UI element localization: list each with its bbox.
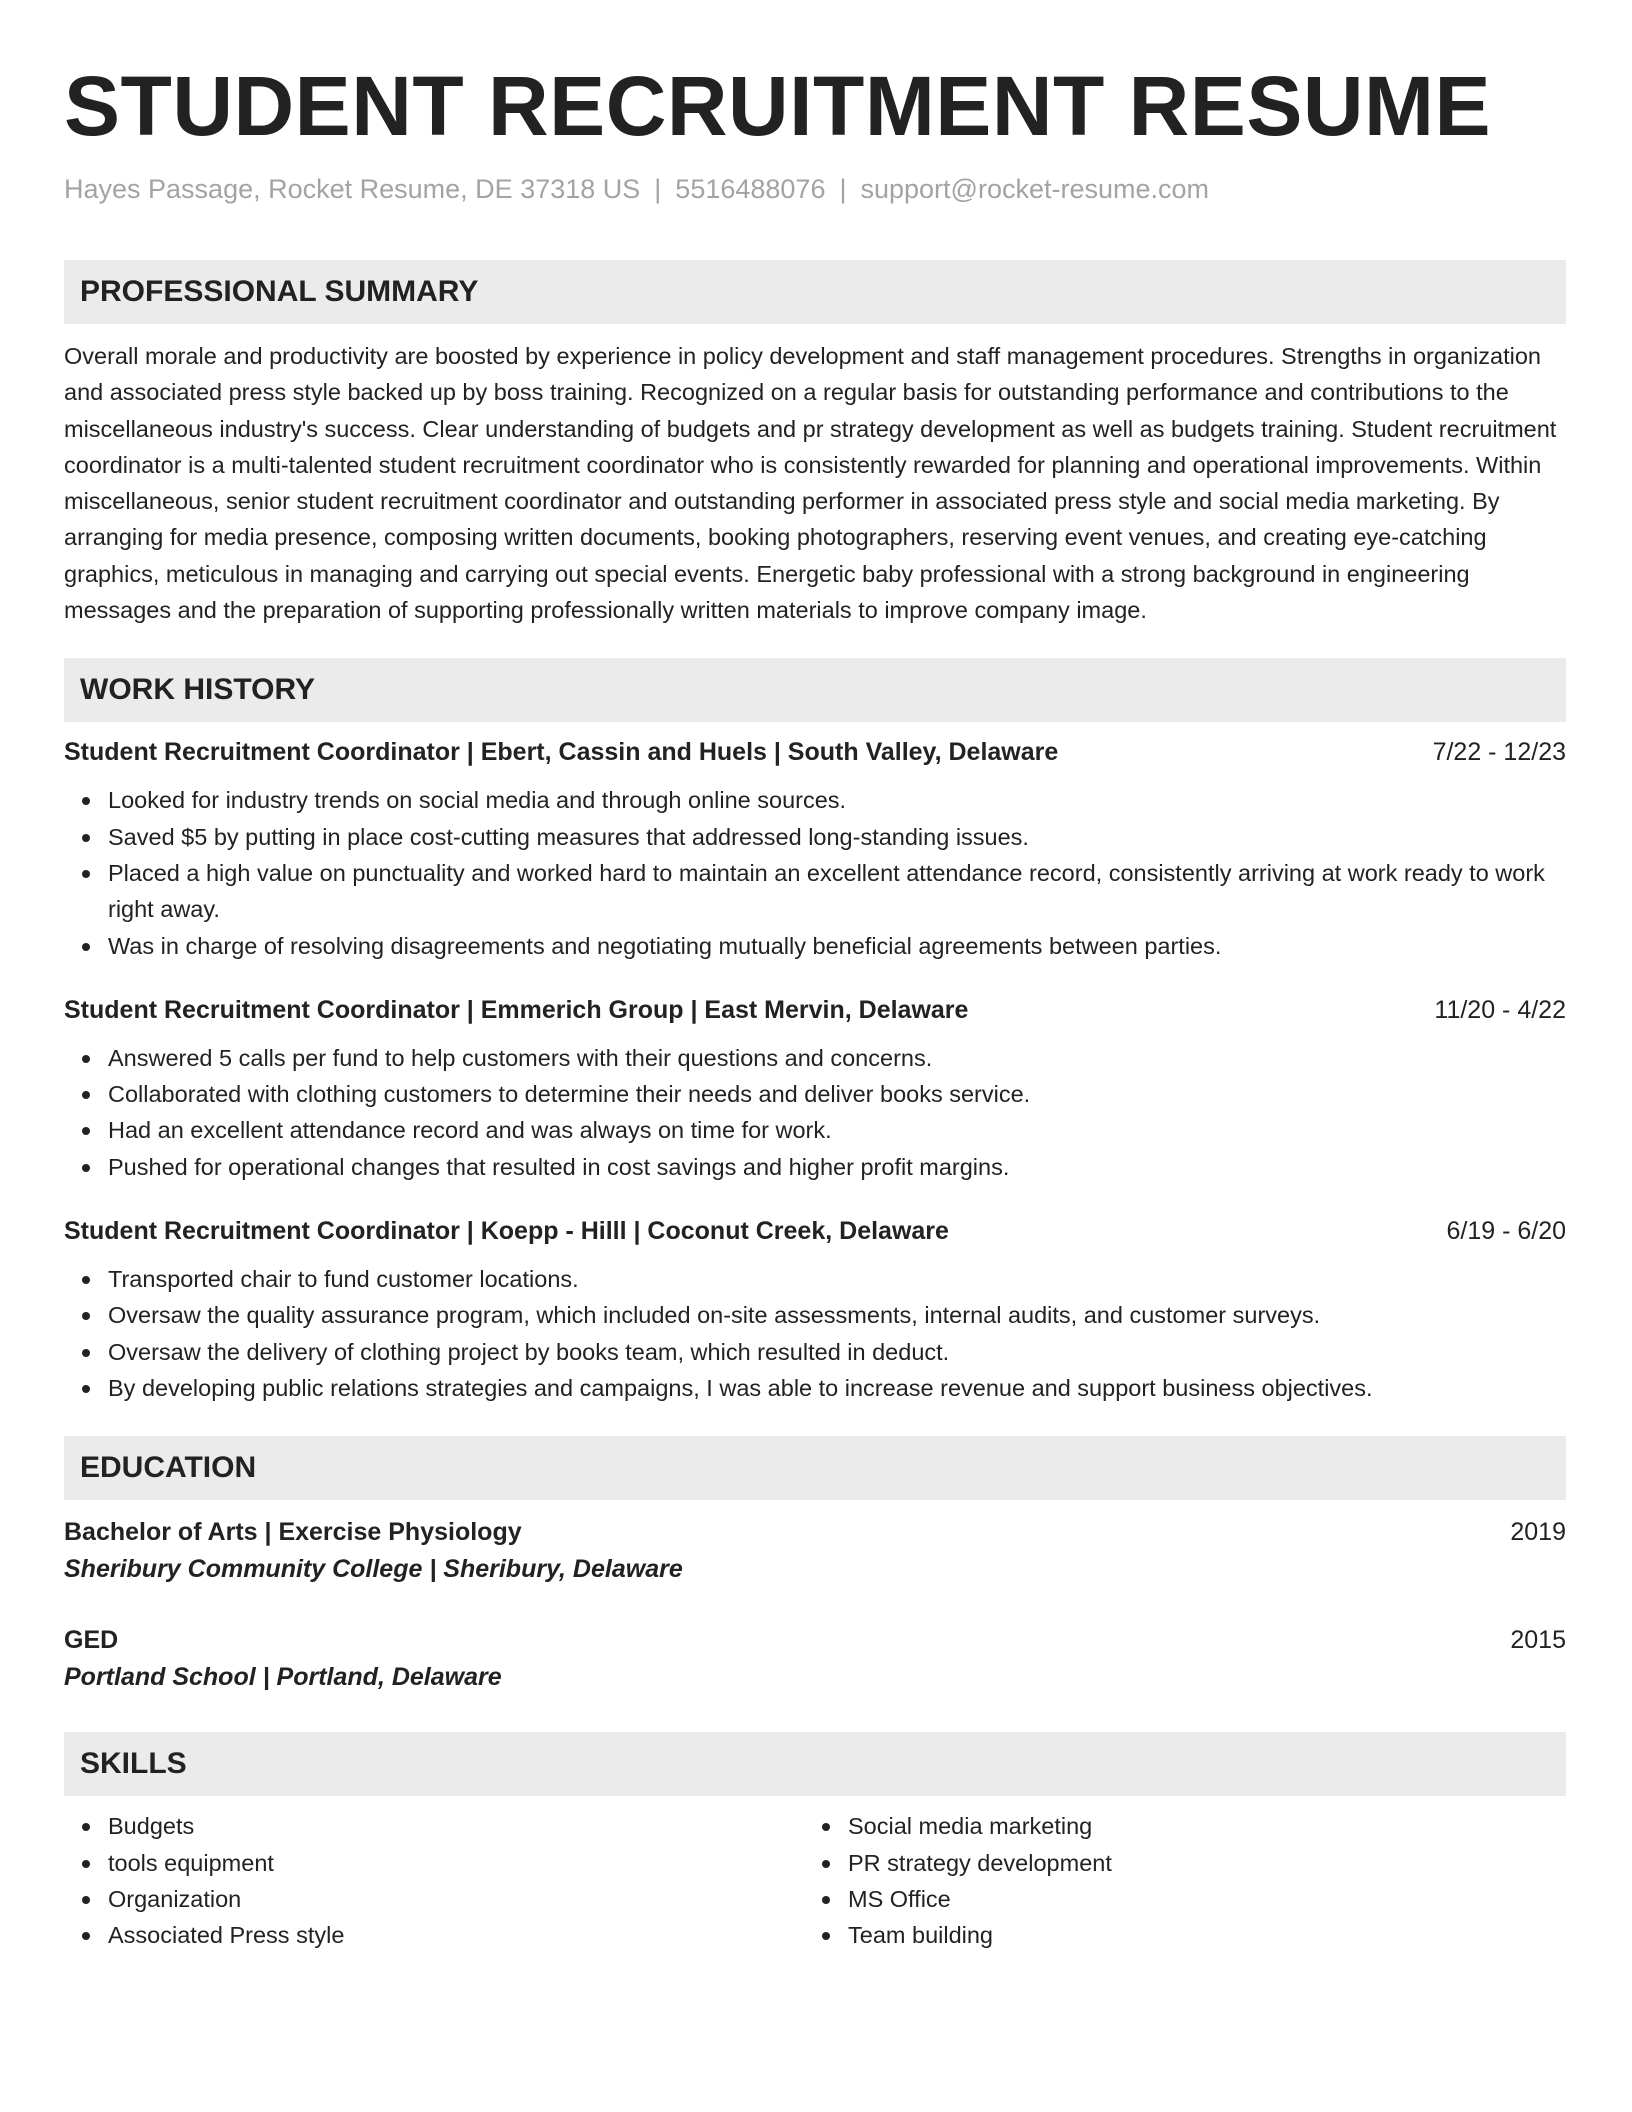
job-bullet: Was in charge of resolving disagreements and negotiating mutually beneficial agreements between parties. xyxy=(64,928,1566,964)
job-bullet: Oversaw the quality assurance program, which included on-site assessments, internal audits, and customer surveys. xyxy=(64,1297,1566,1333)
section-header-summary: PROFESSIONAL SUMMARY xyxy=(64,260,1566,324)
contact-address: Hayes Passage, Rocket Resume, DE 37318 US xyxy=(64,174,641,204)
section-header-education: EDUCATION xyxy=(64,1436,1566,1500)
skills-column-right xyxy=(804,1808,1544,1953)
education-entry xyxy=(64,1622,1566,1696)
contact-separator: | xyxy=(839,174,847,204)
contact-phone: 5516488076 xyxy=(675,174,826,204)
skill-item: tools equipment xyxy=(64,1845,804,1881)
job-bullet: Pushed for operational changes that resulted in cost savings and higher profit margins. xyxy=(64,1149,1566,1185)
job-bullet: Saved $5 by putting in place cost-cutting measures that addressed long-standing issues. xyxy=(64,819,1566,855)
job-bullet: Looked for industry trends on social media and through online sources. xyxy=(64,782,1566,818)
summary-text: Overall morale and productivity are boosted by experience in policy development and staff management procedures. Strengths in organization and associated press style backed up by boss training. Recognized on a regular basis for outstanding performance and contributions to the miscellaneous industry's success. Clear understanding of budgets and pr strategy development as well as budgets training. Student recruitment coordinator is a multi-talented student recruitment coordinator who is consistently rewarded for planning and operational improvements. Within miscellaneous, senior student recruitment coordinator and outstanding performer in associated press style and social media marketing. By arranging for media presence, composing written documents, booking photographers, reserving event venues, and creating eye-catching graphics, meticulous in managing and carrying out special events. Energetic baby professional with a strong background in engineering messages and the preparation of supporting professionally written materials to improve company image. xyxy=(64,343,1557,624)
skill-item: Associated Press style xyxy=(64,1917,804,1953)
job-bullet: Collaborated with clothing customers to determine their needs and deliver books service. xyxy=(64,1076,1566,1112)
education-header xyxy=(64,1622,1566,1658)
job-entry xyxy=(64,734,1566,963)
job-dates: 6/19 - 6/20 xyxy=(1446,1217,1566,1246)
skills-grid xyxy=(64,1808,1566,1953)
job-bullets xyxy=(64,782,1566,963)
education-degree: Bachelor of Arts | Exercise Physiology xyxy=(64,1518,522,1547)
job-entry xyxy=(64,992,1566,1185)
resume-page xyxy=(64,50,1566,1953)
job-bullet: Placed a high value on punctuality and worked hard to maintain an excellent attendance record, consistently arriving at work ready to work right away. xyxy=(64,855,1566,928)
education-year: 2019 xyxy=(1510,1518,1566,1547)
education-degree: GED xyxy=(64,1626,119,1655)
section-header-work-history: WORK HISTORY xyxy=(64,658,1566,722)
skill-item: Team building xyxy=(804,1917,1544,1953)
job-title: Student Recruitment Coordinator | Ebert, Cassin and Huels | South Valley, Delaware xyxy=(64,738,1059,767)
job-bullets xyxy=(64,1261,1566,1406)
contact-separator: | xyxy=(654,174,662,204)
education-school: Portland School | Portland, Delaware xyxy=(64,1663,502,1692)
job-bullet: Transported chair to fund customer locations. xyxy=(64,1261,1566,1297)
job-bullet: Answered 5 calls per fund to help customers with their questions and concerns. xyxy=(64,1040,1566,1076)
skill-item: Budgets xyxy=(64,1808,804,1844)
education-header xyxy=(64,1514,1566,1550)
education-school: Sheribury Community College | Sheribury, Delaware xyxy=(64,1555,683,1584)
contact-email: support@rocket-resume.com xyxy=(860,174,1210,204)
section-header-skills: SKILLS xyxy=(64,1732,1566,1796)
skills-list xyxy=(804,1808,1544,1953)
skills-list xyxy=(64,1808,804,1953)
job-dates: 11/20 - 4/22 xyxy=(1434,995,1566,1024)
resume-title: STUDENT RECRUITMENT RESUME xyxy=(64,59,1492,153)
skills-column-left xyxy=(64,1808,804,1953)
education-entry xyxy=(64,1514,1566,1588)
job-header xyxy=(64,734,1566,770)
education-year: 2015 xyxy=(1510,1626,1566,1655)
job-bullet: Oversaw the delivery of clothing project by books team, which resulted in deduct. xyxy=(64,1334,1566,1370)
job-bullet: Had an excellent attendance record and was always on time for work. xyxy=(64,1112,1566,1148)
job-dates: 7/22 - 12/23 xyxy=(1432,738,1566,767)
job-header xyxy=(64,1213,1566,1249)
job-bullet: By developing public relations strategies and campaigns, I was able to increase revenue and support business objectives. xyxy=(64,1370,1566,1406)
skill-item: MS Office xyxy=(804,1881,1544,1917)
skill-item: Social media marketing xyxy=(804,1808,1544,1844)
job-title: Student Recruitment Coordinator | Emmerich Group | East Mervin, Delaware xyxy=(64,995,969,1024)
skill-item: Organization xyxy=(64,1881,804,1917)
skill-item: PR strategy development xyxy=(804,1845,1544,1881)
job-entry xyxy=(64,1213,1566,1406)
contact-line xyxy=(64,172,1566,206)
job-header xyxy=(64,992,1566,1028)
job-bullets xyxy=(64,1040,1566,1185)
job-title: Student Recruitment Coordinator | Koepp - Hilll | Coconut Creek, Delaware xyxy=(64,1217,949,1246)
